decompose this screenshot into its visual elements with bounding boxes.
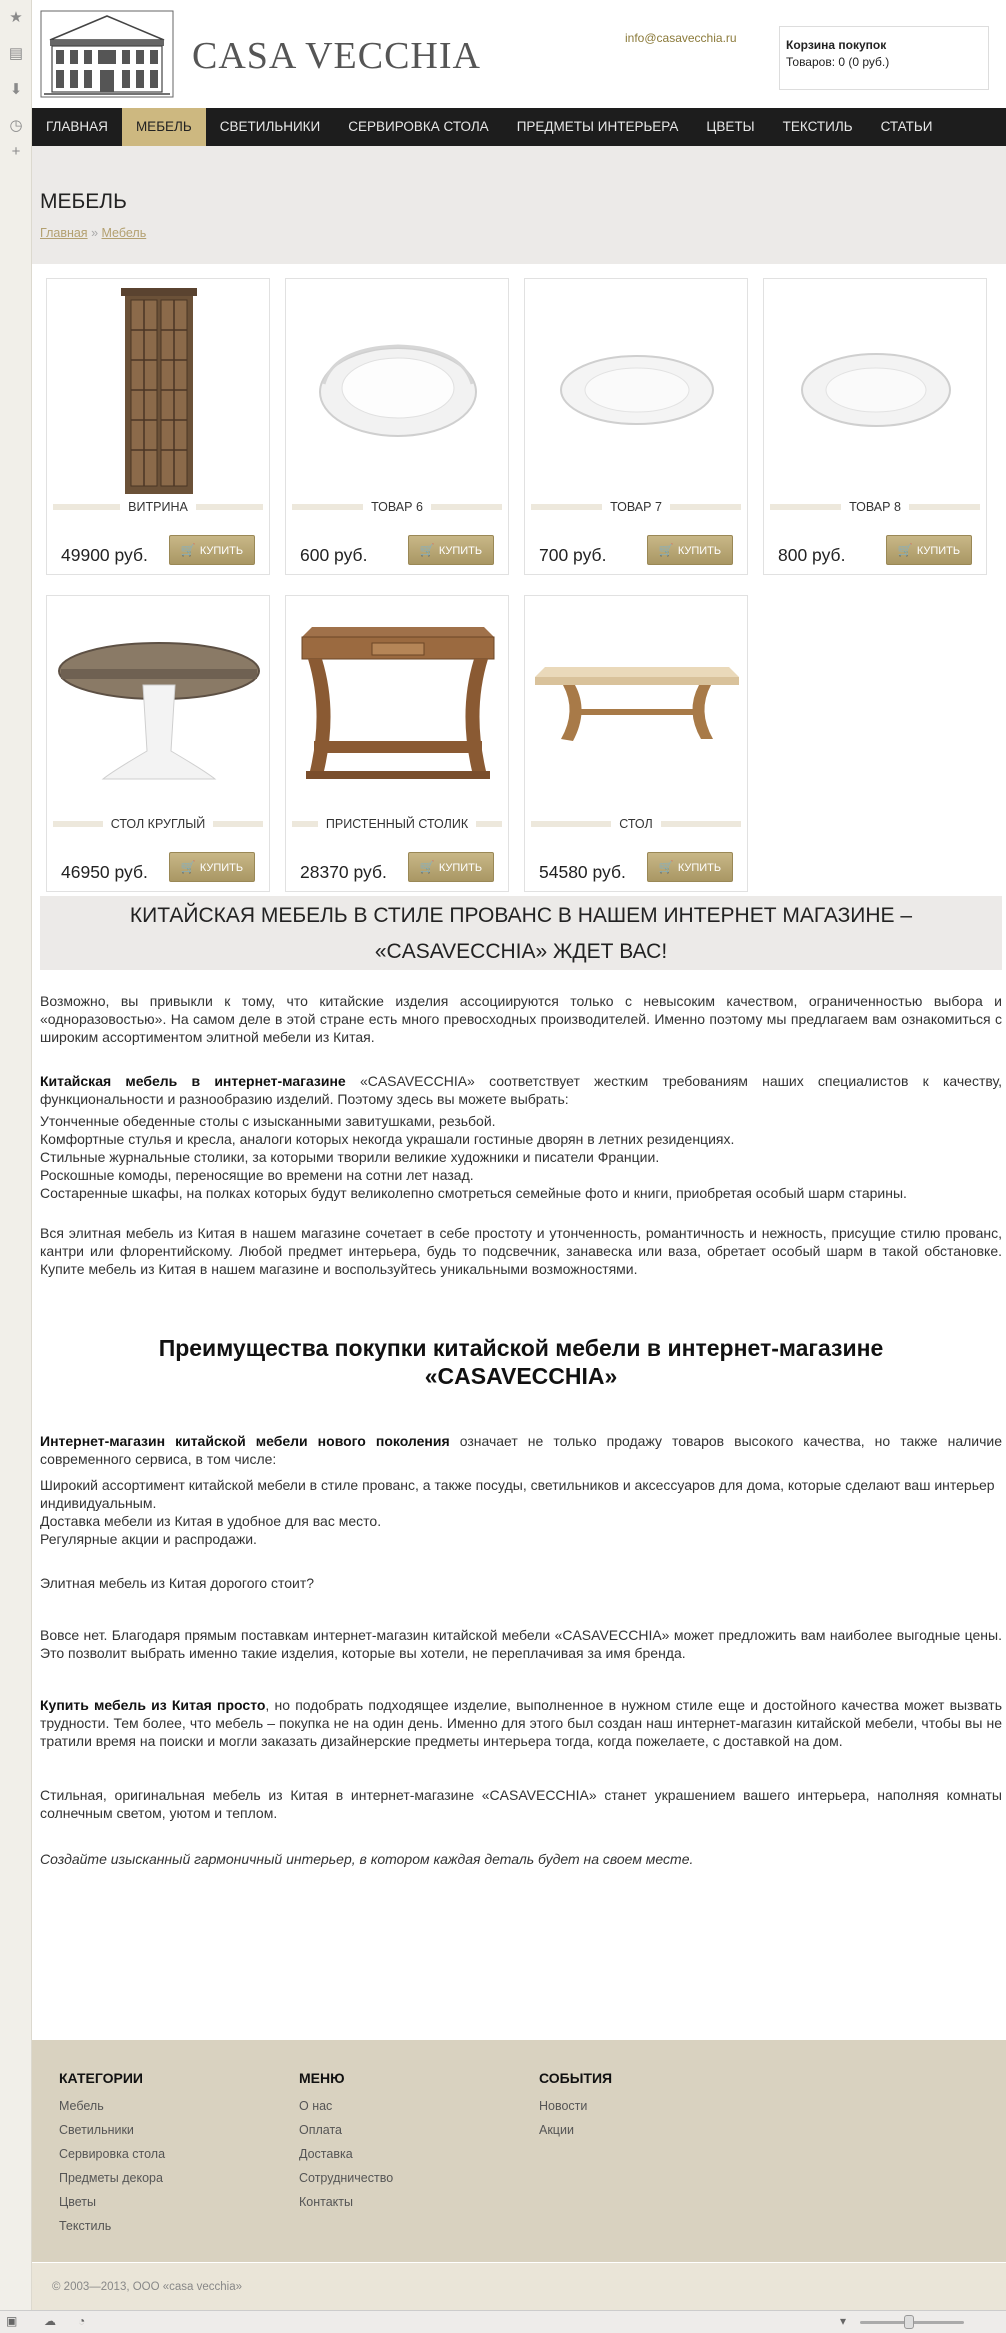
footer-link[interactable]: Доставка — [299, 2147, 353, 2161]
cart-icon: 🛒 — [419, 860, 435, 874]
breadcrumb-separator: » — [91, 226, 99, 240]
product-image-plate[interactable] — [772, 284, 980, 496]
breadcrumb — [40, 226, 998, 240]
header — [32, 0, 1006, 108]
product-price: 46950 руб. — [61, 862, 148, 882]
product-card[interactable] — [524, 595, 748, 892]
product-image-plate[interactable] — [533, 284, 741, 496]
buy-button[interactable] — [647, 535, 733, 565]
breadcrumb-home[interactable]: Главная — [40, 226, 88, 240]
buy-button[interactable] — [886, 535, 972, 565]
product-image-console[interactable] — [294, 601, 502, 813]
nav-item-flowers[interactable]: ЦВЕТЫ — [706, 119, 755, 134]
content-paragraph: Вся элитная мебель из Китая в нашем магазине сочетает в себе простоту и утонченность, романтичность и нежность, присущие стилю прованс, кантри или флорентийскому. Любой предмет интерьера, будь то подсвечник, занавеска или ваза, обретает особый шарм в такой обстановке. Купите мебель из Китая в нашем магазине и воспользуйтесь уникальными возможностями. — [40, 1225, 1002, 1277]
content-list — [40, 1476, 1002, 1548]
footer-link[interactable]: Цветы — [59, 2195, 96, 2209]
nav-item-furniture[interactable]: МЕБЕЛЬ — [122, 108, 206, 146]
buy-button[interactable] — [408, 535, 494, 565]
advantages-title-line-2: «CASAVECCHIA» — [424, 1363, 618, 1389]
page — [32, 0, 1006, 2310]
footer-link[interactable]: Акции — [539, 2123, 574, 2137]
list-item: Доставка мебели из Китая в удобное для вас место. — [40, 1513, 382, 1529]
content-bold: Интернет-магазин китайской мебели нового поколения — [40, 1433, 450, 1449]
browser-status-bar — [0, 2310, 1006, 2333]
breadcrumb-current[interactable]: Мебель — [101, 226, 147, 240]
nav-item-home[interactable]: ГЛАВНАЯ — [46, 119, 108, 134]
product-card[interactable] — [46, 278, 270, 575]
product-name[interactable]: СТОЛ КРУГЛЫЙ — [103, 817, 214, 831]
zoom-out-icon[interactable]: ▾ — [840, 2314, 847, 2328]
product-price: 28370 руб. — [300, 862, 387, 882]
buy-button[interactable] — [408, 852, 494, 882]
main-nav — [32, 108, 1006, 146]
promo-banner — [40, 896, 1002, 970]
buy-label: КУПИТЬ — [199, 545, 244, 557]
cart-icon: 🛒 — [180, 860, 196, 874]
product-grid — [32, 264, 1006, 904]
nav-item-interior[interactable]: ПРЕДМЕТЫ ИНТЕРЬЕРА — [516, 119, 679, 134]
footer-link[interactable]: Сотрудничество — [299, 2171, 394, 2185]
cart-icon: 🛒 — [897, 543, 913, 557]
buy-label: КУПИТЬ — [199, 862, 244, 874]
product-card[interactable] — [763, 278, 987, 575]
nav-item-textile[interactable]: ТЕКСТИЛЬ — [782, 119, 853, 134]
buy-label: КУПИТЬ — [438, 545, 483, 557]
banner-line-1: КИТАЙСКАЯ МЕБЕЛЬ В СТИЛЕ ПРОВАНС В НАШЕМ ИНТЕРНЕТ МАГАЗИНЕ – — [129, 904, 913, 927]
content-paragraph: Возможно, вы привыкли к тому, что китайские изделия ассоциируются только с невысоким качеством, ограниченностью выбора и «одноразовостью». На самом деле в этой стране есть много превосходных производителей. Именно поэтому мы предлагаем вам ознакомиться с широким ассортиментом элитной мебели из Китая. — [40, 993, 1002, 1045]
title-bar — [32, 146, 1006, 264]
clock-icon[interactable]: ◷ — [9, 117, 23, 134]
product-card[interactable] — [46, 595, 270, 892]
footer — [32, 2040, 1006, 2262]
buy-button[interactable] — [169, 852, 255, 882]
content-closing: Создайте изысканный гармоничный интерьер, в котором каждая деталь будет на своем месте. — [40, 1851, 694, 1867]
product-name[interactable]: ПРИСТЕННЫЙ СТОЛИК — [318, 817, 476, 831]
footer-link[interactable]: Текстиль — [59, 2219, 112, 2233]
content-paragraph: Стильная, оригинальная мебель из Китая в интернет-магазине «CASAVECCHIA» станет украшением вашего интерьера, наполняя комнаты солнечным светом, уютом и теплом. — [40, 1787, 1002, 1821]
list-item: Комфортные стулья и кресла, аналоги которых некогда украшали гостиные дворян в летних резиденциях. — [40, 1131, 735, 1147]
footer-events-title: СОБЫТИЯ — [539, 2070, 613, 2086]
buy-label: КУПИТЬ — [438, 862, 483, 874]
copyright-bar — [32, 2262, 1006, 2310]
nav-item-tableware[interactable]: СЕРВИРОВКА СТОЛА — [348, 119, 489, 134]
footer-link[interactable]: Сервировка стола — [59, 2147, 166, 2161]
content-text: означает не только продажу товаров высокого качества, но также наличие современного сервиса, в том числе: — [40, 1433, 1002, 1467]
product-name[interactable]: СТОЛ — [611, 817, 660, 831]
buy-button[interactable] — [169, 535, 255, 565]
copyright-text: © 2003—2013, ООО «casa vecchia» — [52, 2281, 243, 2293]
product-price: 600 руб. — [300, 545, 368, 565]
content-question: Элитная мебель из Китая дорогого стоит? — [40, 1575, 315, 1591]
product-price: 54580 руб. — [539, 862, 626, 882]
buy-label: КУПИТЬ — [677, 862, 722, 874]
email-link[interactable]: info@casavecchia.ru — [625, 31, 737, 45]
product-price: 49900 руб. — [61, 545, 148, 565]
panel-toggle-icon[interactable]: ▣ — [6, 2314, 18, 2328]
product-card[interactable] — [285, 595, 509, 892]
list-item: Утонченные обеденные столы с изысканными завитушками, резьбой. — [40, 1113, 496, 1129]
zoom-slider-handle[interactable] — [904, 2315, 914, 2329]
footer-events — [539, 2070, 612, 2142]
footer-link[interactable]: О нас — [299, 2099, 333, 2113]
product-image-bowl[interactable] — [294, 284, 502, 496]
product-card[interactable] — [524, 278, 748, 575]
content-list — [40, 1112, 1002, 1202]
footer-menu-title: МЕНЮ — [299, 2070, 345, 2086]
list-item: Состаренные шкафы, на полках которых будут великолепно смотреться семейные фото и книги, приобретая особый шарм старины. — [40, 1185, 907, 1201]
product-card[interactable] — [285, 278, 509, 575]
footer-categories — [59, 2070, 165, 2238]
product-name[interactable]: ТОВАР 6 — [363, 500, 431, 514]
footer-link[interactable]: Светильники — [59, 2123, 134, 2137]
footer-menu — [299, 2070, 393, 2214]
cart-icon: 🛒 — [419, 543, 435, 557]
footer-link[interactable]: Оплата — [299, 2123, 342, 2137]
cloud-icon[interactable]: ☁ — [44, 2314, 56, 2328]
product-image-round-table[interactable] — [55, 601, 263, 813]
page-title: МЕБЕЛЬ — [40, 190, 127, 213]
content-bold: Китайская мебель в интернет-магазине — [40, 1073, 346, 1089]
product-name[interactable]: ТОВАР 8 — [841, 500, 909, 514]
cart-title[interactable]: Корзина покупок — [786, 38, 887, 52]
note-icon[interactable]: ▤ — [8, 45, 24, 62]
product-price: 800 руб. — [778, 545, 846, 565]
footer-link[interactable]: Контакты — [299, 2195, 353, 2209]
content-text: «CASAVECCHIA» соответствует жестким требованиям наших специалистов к качеству, функциональности и разнообразию изделий. Поэтому здесь вы можете выбрать: — [40, 1073, 1002, 1107]
seo-content — [40, 992, 1002, 1868]
content-paragraph: Вовсе нет. Благодаря прямым поставкам интернет-магазин китайской мебели «CASAVECCHIA» может предложить вам наиболее выгодные цены. Это позволит выбрать именно такие изделия, которые вы хотели, не переплачивая за имя бренда. — [40, 1627, 1002, 1661]
advantages-title — [40, 1334, 1002, 1390]
star-icon[interactable]: ★ — [9, 9, 23, 26]
nav-item-lamps[interactable]: СВЕТИЛЬНИКИ — [219, 119, 321, 134]
product-price: 700 руб. — [539, 545, 607, 565]
cart-box[interactable] — [779, 26, 989, 90]
content-bold: Купить мебель из Китая просто — [40, 1697, 266, 1713]
download-icon[interactable]: ⬇ — [9, 81, 23, 98]
logo-building-icon[interactable] — [40, 10, 174, 98]
speed-dial-icon[interactable]: ◔ — [78, 2314, 86, 2328]
product-image-cabinet[interactable] — [55, 284, 263, 496]
plus-icon[interactable]: + — [11, 143, 21, 160]
browser-sidebar — [0, 0, 32, 2310]
content-paragraph — [40, 1696, 1002, 1750]
product-name[interactable]: ТОВАР 7 — [602, 500, 670, 514]
content-paragraph — [40, 1432, 1002, 1468]
content-paragraph — [40, 1072, 1002, 1108]
list-item: Регулярные акции и распродажи. — [40, 1531, 257, 1547]
footer-categories-title: КАТЕГОРИИ — [59, 2070, 143, 2086]
buy-button[interactable] — [647, 852, 733, 882]
cart-icon: 🛒 — [180, 543, 196, 557]
list-item: Широкий ассортимент китайской мебели в стиле прованс, а также посуды, светильников и аксессуаров для дома, которые сделают ваш интерьер индивидуальным. — [40, 1477, 995, 1511]
product-image-table[interactable] — [533, 601, 741, 813]
list-item: Стильные журнальные столики, за которыми творили великие художники и писатели Франции. — [40, 1149, 660, 1165]
logo-text[interactable]: CASA VECCHIA — [192, 35, 481, 77]
product-name[interactable]: ВИТРИНА — [120, 500, 196, 514]
footer-link[interactable]: Новости — [539, 2099, 588, 2113]
footer-link[interactable]: Мебель — [59, 2099, 104, 2113]
footer-link[interactable]: Предметы декора — [59, 2171, 163, 2185]
buy-label: КУПИТЬ — [677, 545, 722, 557]
cart-icon: 🛒 — [658, 543, 674, 557]
cart-info: Товаров: 0 (0 руб.) — [786, 55, 890, 69]
content-text: , но подобрать подходящее изделие, выполненное в нужном стиле еще и достойного качества может вызвать трудности. Тем более, что мебель – покупка не на один день. Именно для этого был создан наш интернет-магазин китайской мебели, чтобы вы не тратили время на поиски и могли заказать дизайнерские предметы интерьера тогда, когда пожелаете, с доставкой на дом. — [40, 1697, 1002, 1749]
cart-icon: 🛒 — [658, 860, 674, 874]
buy-label: КУПИТЬ — [916, 545, 961, 557]
banner-line-2: «CASAVECCHIA» ЖДЕТ ВАС! — [374, 940, 668, 963]
nav-item-articles[interactable]: СТАТЬИ — [880, 119, 933, 134]
advantages-title-line-1: Преимущества покупки китайской мебели в интернет-магазине — [158, 1335, 884, 1361]
list-item: Роскошные комоды, переносящие во времени на сотни лет назад. — [40, 1167, 474, 1183]
